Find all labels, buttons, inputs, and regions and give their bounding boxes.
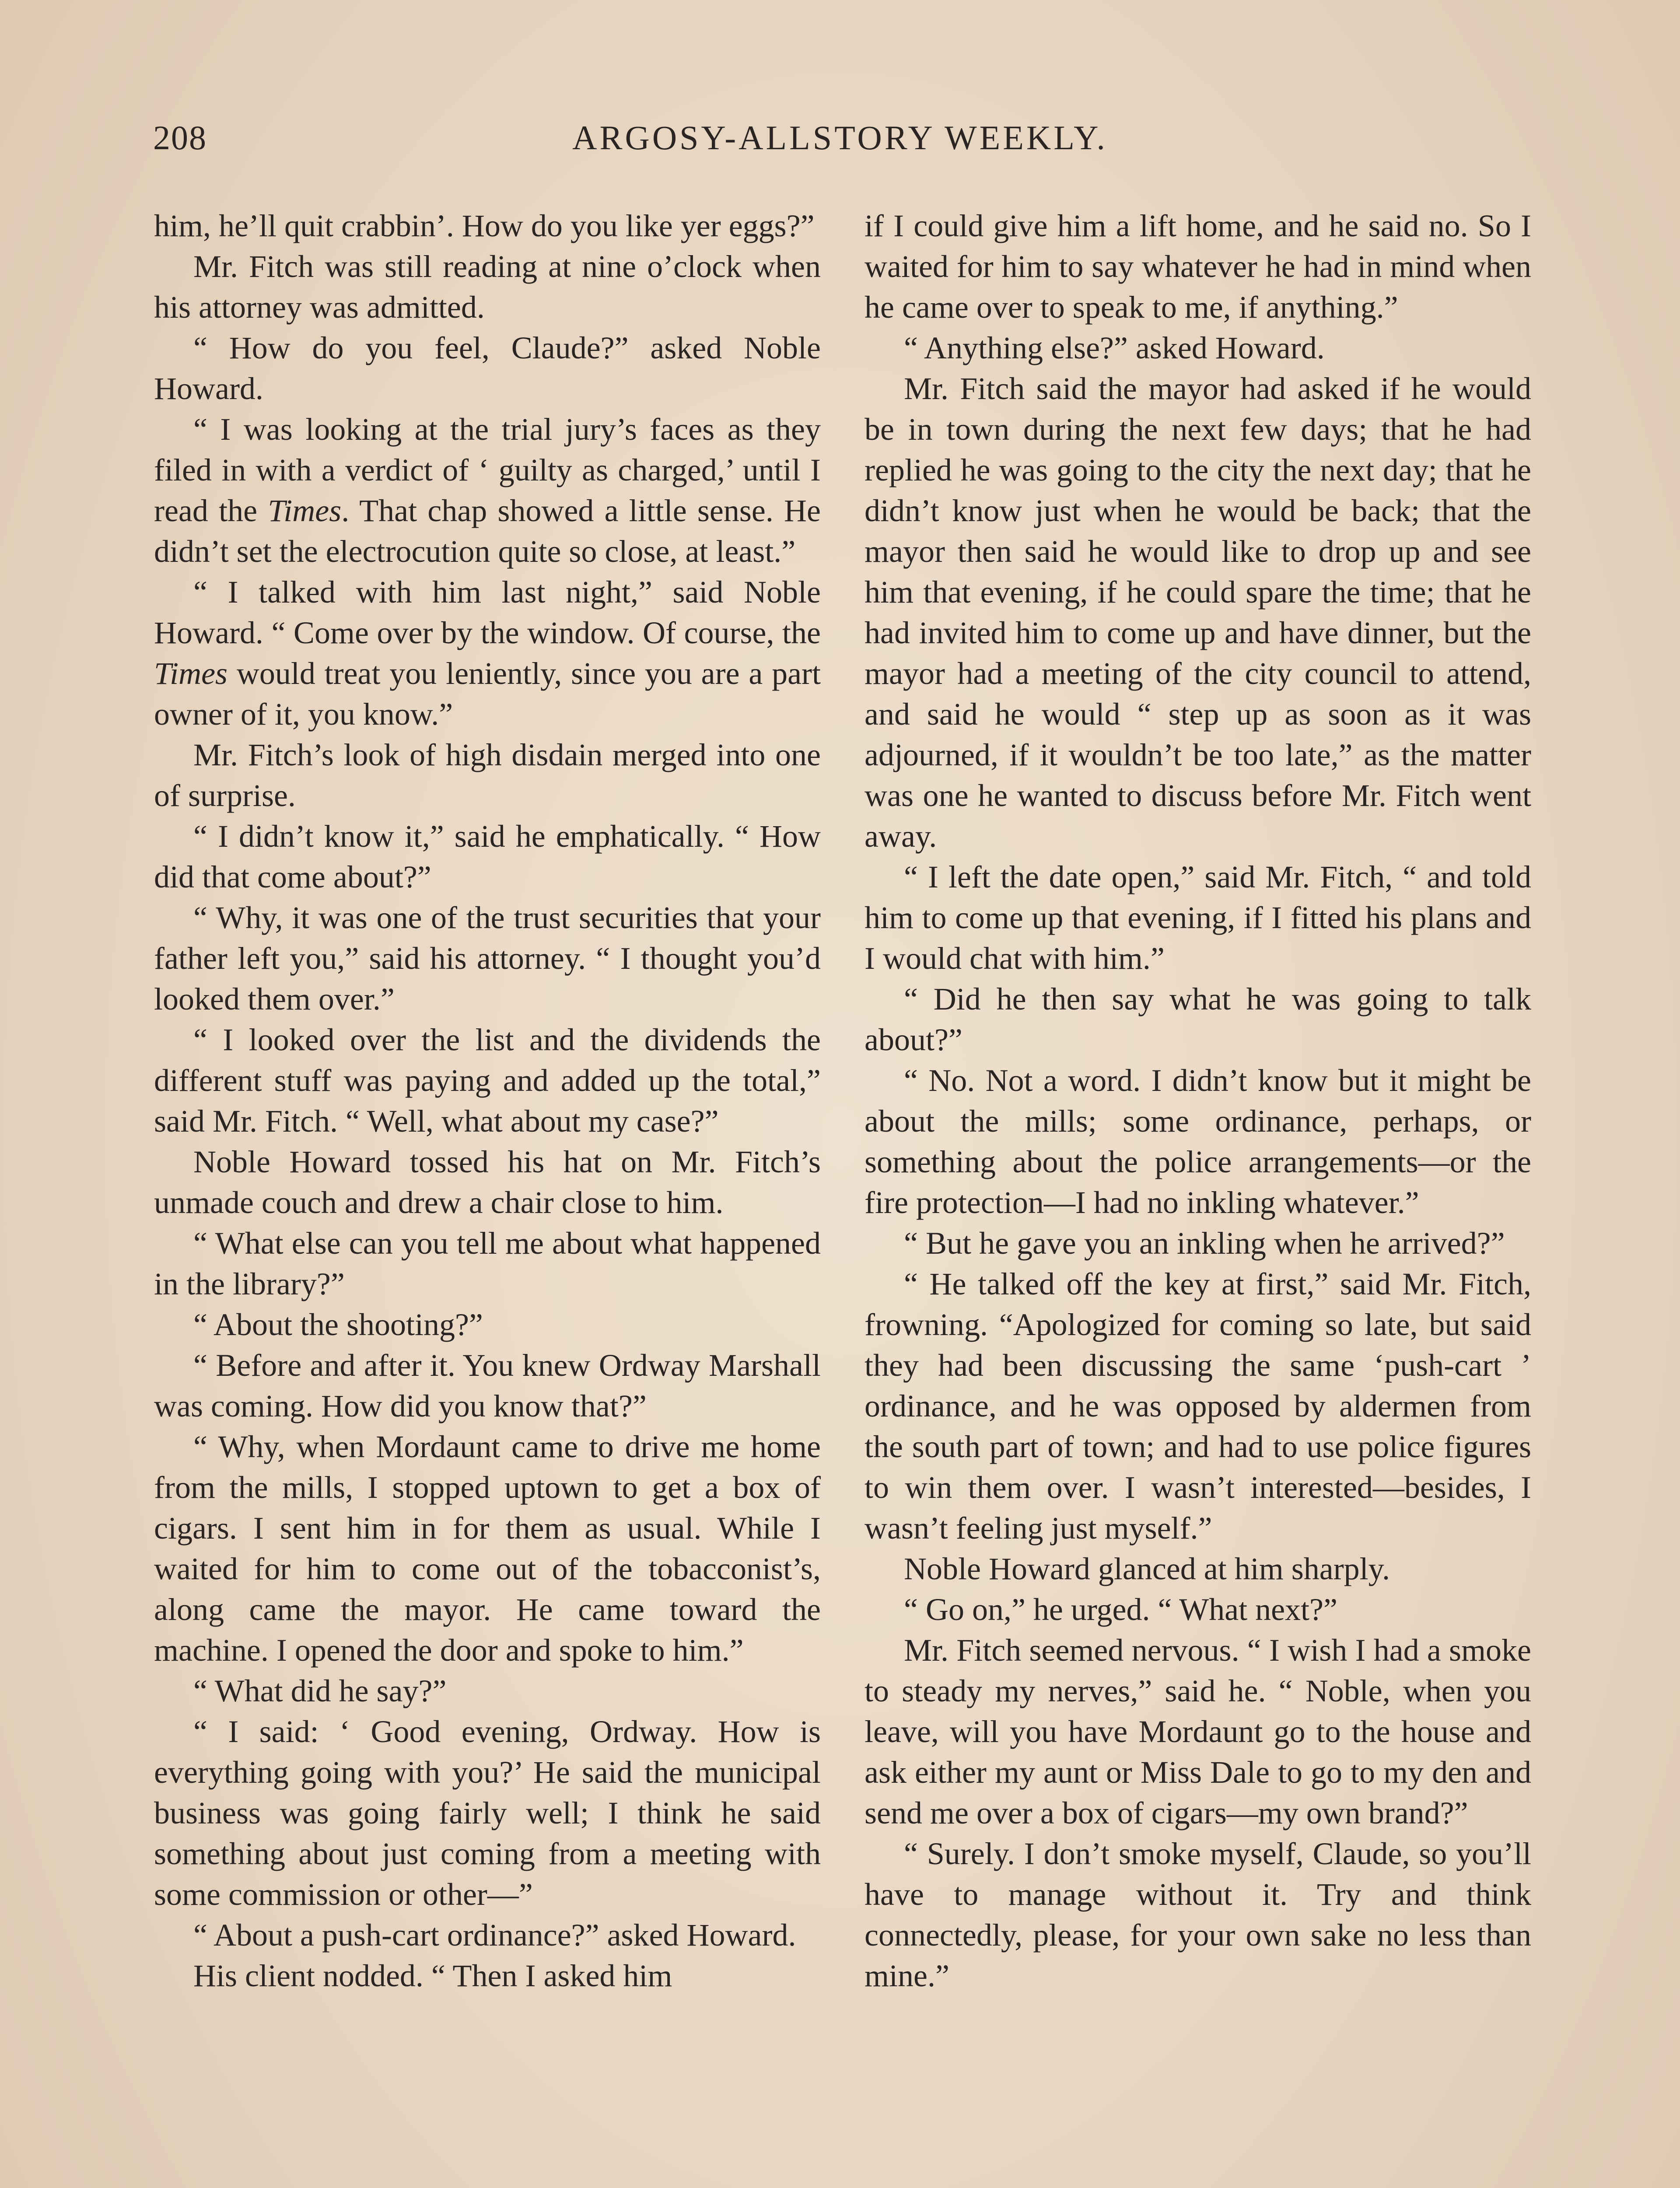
paragraph: “ I talked with him last night,” said Noble Howard. “ Come over by the window. Of course, the Times would treat you leniently, since you are a part owner of it, you know.” [154,575,821,732]
paragraph: “ Why, it was one of the trust securities that your father left you,” said his attorney. “ I thought you’d looked them over.” [154,900,821,1017]
paragraph: “ Why, when Mordaunt came to drive me home from the mills, I stopped uptown to get a box of cigars. I sent him in for them as usual. While I waited for him to come out of the tobacconist’s, along came the mayor. He came toward the machine. I opened the door and spoke to him.” [154,1429,821,1668]
paragraph: “ What else can you tell me about what happened in the library?” [154,1226,821,1301]
paragraph: “ I didn’t know it,” said he emphatically. “ How did that come about?” [154,819,821,894]
paragraph: Mr. Fitch seemed nervous. “ I wish I had a smoke to steady my nerves,” said he. “ Noble, when you leave, will you have Mordaunt go to the house and ask either my aunt or Miss Dale to go to my den and send me over a box of cigars—my own brand?” [864,1633,1531,1830]
paragraph: His client nodded. “ Then I asked him [193,1958,672,1993]
right-column [864,206,1531,2188]
paragraph: Noble Howard glanced at him sharply. [904,1551,1390,1586]
paragraph: him, he’ll quit crabbin’. How do you like yer eggs?” [154,208,815,243]
paragraph: “ How do you feel, Claude?” asked Noble Howard. [154,330,821,406]
paragraph: “ I said: ‘ Good evening, Ordway. How is everything going with you?’ He said the municipal business was going fairly well; I think he said something about just coming from a meeting with some commission or other—” [154,1714,821,1912]
page-header [153,118,1527,175]
paragraph: “ I looked over the list and the dividends the different stuff was paying and added up the total,” said Mr. Fitch. “ Well, what about my case?” [154,1022,821,1139]
paragraph: if I could give him a lift home, and he said no. So I waited for him to say whatever he had in mind when he came over to speak to me, if anything.” [864,208,1531,325]
paragraph: “ Surely. I don’t smoke myself, Claude, so you’ll have to manage without it. Try and think connectedly, please, for your own sake no less than mine.” [864,1836,1531,1993]
paragraph: “ Anything else?” asked Howard. [904,330,1325,365]
paragraph: Mr. Fitch said the mayor had asked if he would be in town during the next few days; that he had replied he was going to the city the next day; that he didn’t know just when he would be back; that the mayor then said he would like to drop up and see him that evening, if he could spare the time; that he had invited him to come up and have dinner, but the mayor had a meeting of the city council to attend, and said he would “ step up as soon as it was adjourned, if it wouldn’t be too late,” as the matter was one he wanted to discuss before Mr. Fitch went away. [864,371,1531,854]
paragraph: “ I left the date open,” said Mr. Fitch, “ and told him to come up that evening, if I fitted his plans and I would chat with him.” [864,859,1531,976]
paragraph: “ He talked off the key at first,” said Mr. Fitch, frowning. “Apologized for coming so late, but said they had been discussing the same ‘push-cart ’ ordinance, and he was opposed by aldermen from the south part of town; and had to use police figures to win them over. I wasn’t interested—besides, I wasn’t feeling just myself.” [864,1266,1531,1546]
paragraph: “ I was looking at the trial jury’s faces as they filed in with a verdict of ‘ guilty as charged,’ until I read the Times. That chap showed a little sense. He didn’t set the electrocution quite so close, at least.” [154,412,821,569]
paragraph: “ Go on,” he urged. “ What next?” [904,1592,1337,1627]
paragraph: “ About the shooting?” [193,1307,483,1342]
paragraph: “ But he gave you an inkling when he arrived?” [904,1226,1505,1261]
paragraph: Mr. Fitch’s look of high disdain merged into one of surprise. [154,737,821,813]
paragraph: “ No. Not a word. I didn’t know but it might be about the mills; some ordinance, perhaps, or something about the police arrangements—or the fire protection—I had no inkling whatever.” [864,1063,1531,1220]
page-number: 208 [153,119,207,157]
left-column [154,206,821,2188]
paragraph: “ About a push-cart ordinance?” asked Howard. [193,1918,796,1953]
paragraph: “ Before and after it. You knew Ordway Marshall was coming. How did you know that?” [154,1348,821,1424]
text-columns [154,206,1531,2188]
paragraph: Mr. Fitch was still reading at nine o’clock when his attorney was admitted. [154,249,821,325]
paragraph: “ Did he then say what he was going to talk about?” [864,982,1531,1057]
paragraph: Noble Howard tossed his hat on Mr. Fitch’s unmade couch and drew a chair close to him. [154,1144,821,1220]
running-title: ARGOSY-ALLSTORY WEEKLY. [572,119,1108,157]
paragraph: “ What did he say?” [193,1673,447,1708]
